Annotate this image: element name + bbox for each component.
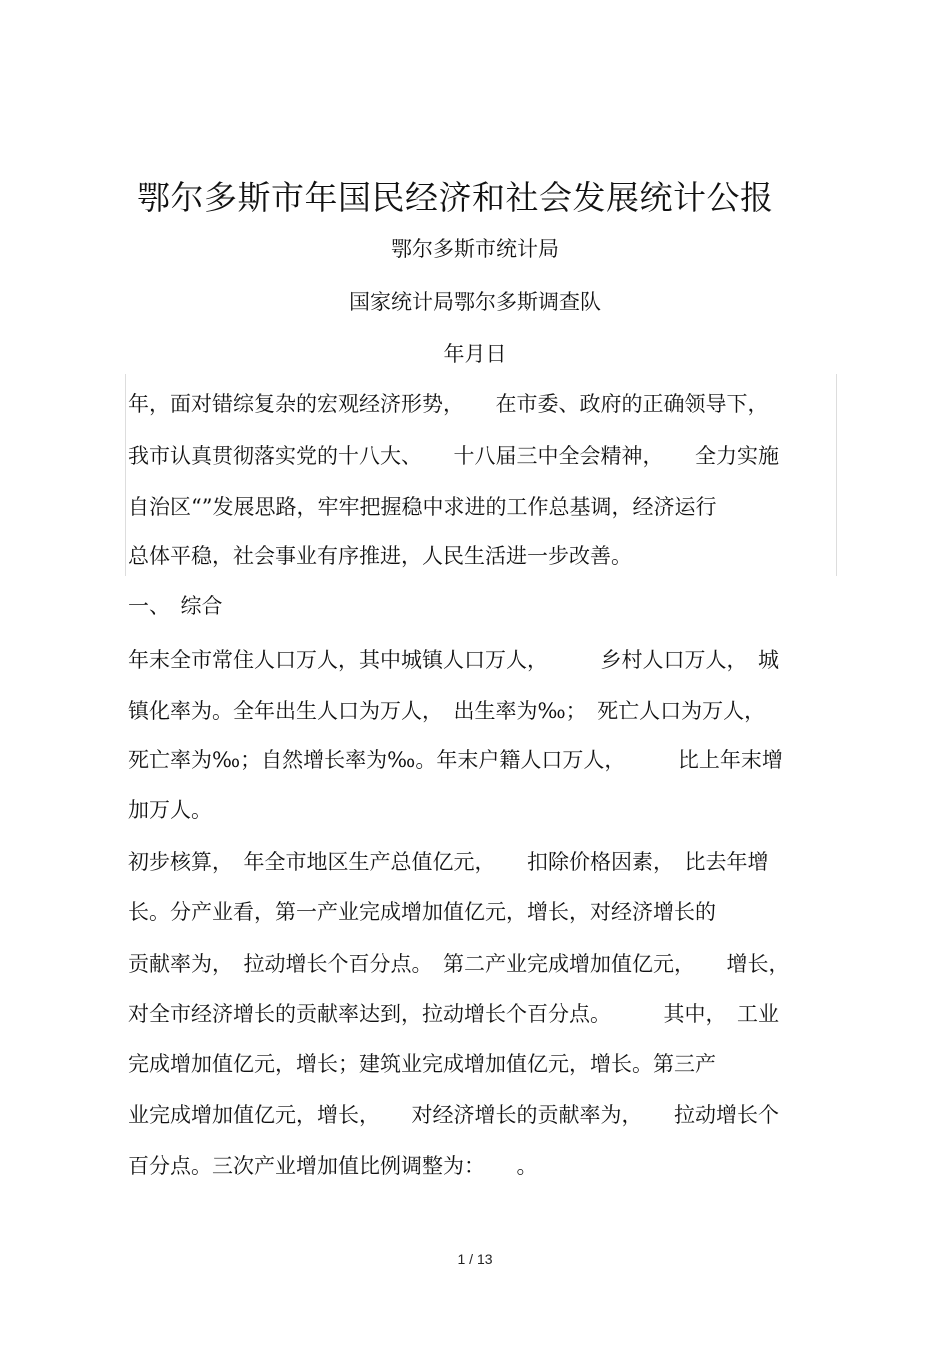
intro-line: 我市认真贯彻落实党的十八大、 十八届三中全会精神， 全力实施 xyxy=(128,444,779,468)
section-heading-overview: 一、 综合 xyxy=(128,594,223,618)
intro-line: 年，面对错综复杂的宏观经济形势， 在市委、政府的正确领导下， xyxy=(128,392,769,416)
paragraph-line: 对全市经济增长的贡献率达到，拉动增长个百分点。 其中， 工业 xyxy=(128,1002,779,1026)
paragraph-line: 完成增加值亿元，增长；建筑业完成增加值亿元，增长。第三产 xyxy=(128,1052,716,1076)
document-title: 鄂尔多斯市年国民经济和社会发展统计公报 xyxy=(137,178,774,217)
paragraph-line: 镇化率为。全年出生人口为万人， 出生率为‰； 死亡人口为万人， xyxy=(128,699,766,723)
paragraph-line: 业完成增加值亿元，增长， 对经济增长的贡献率为， 拉动增长个 xyxy=(128,1103,779,1127)
paragraph-line: 加万人。 xyxy=(128,798,212,822)
issuer-statistics-bureau: 鄂尔多斯市统计局 xyxy=(391,237,559,261)
paragraph-line: 贡献率为， 拉动增长个百分点。 第二产业完成增加值亿元， 增长， xyxy=(128,952,790,976)
document-date: 年月日 xyxy=(443,342,507,366)
paragraph-line: 年末全市常住人口万人，其中城镇人口万人， 乡村人口万人， 城 xyxy=(128,648,779,672)
intro-line: 总体平稳，社会事业有序推进，人民生活进一步改善。 xyxy=(128,544,632,568)
paragraph-line: 百分点。三次产业增加值比例调整为： 。 xyxy=(128,1154,538,1178)
issuer-survey-team: 国家统计局鄂尔多斯调查队 xyxy=(349,290,601,314)
paragraph-line: 初步核算， 年全市地区生产总值亿元， 扣除价格因素， 比去年增 xyxy=(128,850,769,874)
intro-line: 自治区“”发展思路，牢牢把握稳中求进的工作总基调，经济运行 xyxy=(128,495,717,519)
paragraph-line: 长。分产业看，第一产业完成增加值亿元，增长，对经济增长的 xyxy=(128,900,716,924)
paragraph-line: 死亡率为‰；自然增长率为‰。年末户籍人口万人， 比上年末增 xyxy=(128,748,783,772)
page-number: 1 / 13 xyxy=(457,1251,493,1267)
